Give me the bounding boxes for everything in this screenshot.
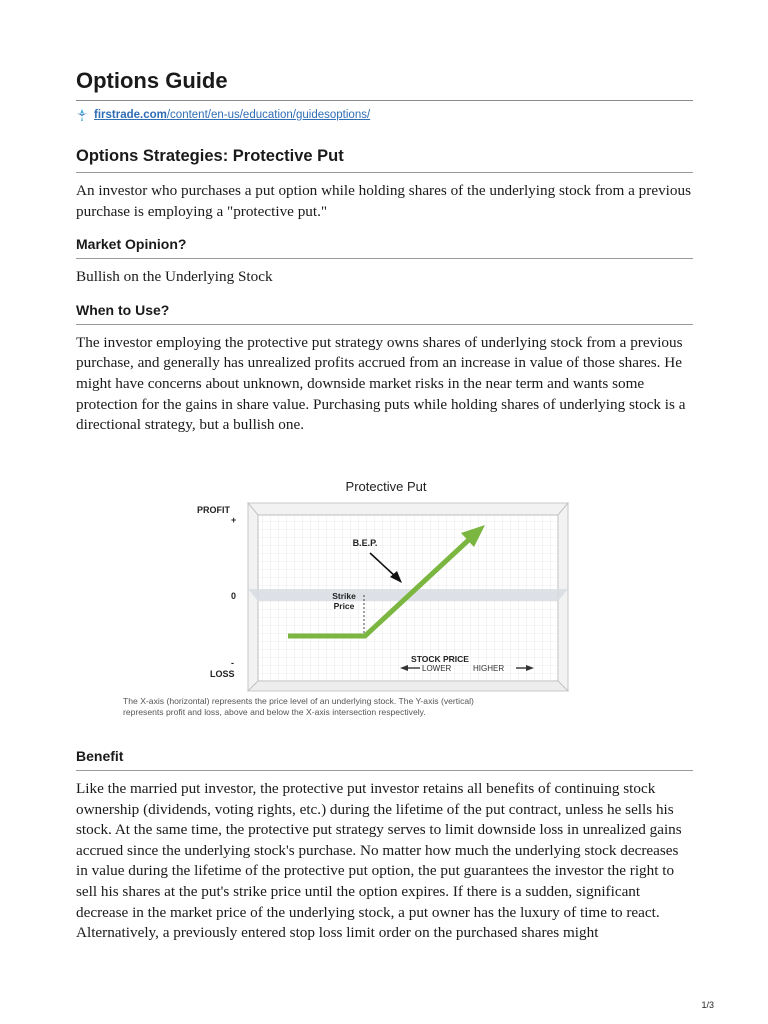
source-url-link[interactable]: [94, 109, 370, 121]
plus-label: +: [231, 515, 237, 525]
benefit-section: [76, 748, 693, 944]
page-title: Options Guide: [76, 0, 693, 101]
document-page: [76, 0, 693, 436]
benefit-text: Like the married put investor, the protective put investor retains all benefits of continuing stock ownership (dividends, voting rights, etc.) during the lifetime of the put contract, unless he sells his stock. At the same time, the protective put strategy serves to limit downside loss in unrealized gains accrued since the underlying stock's purchase. No matter how much the underlying stock decreases in value during the lifetime of the protective put option, the put guarantees the investor the right to sell his shares at the put's strike price until the option expires. If there is a sudden, significant decrease in the market price of the underlying stock, a put owner has the luxury of time to react. Alternatively, a previously entered stop loss limit order on the purchased shares might: [76, 780, 682, 942]
page-number: 1/3: [701, 1000, 714, 1010]
loss-label: LOSS: [210, 669, 235, 679]
benefit-heading: Benefit: [76, 748, 693, 771]
box-top-face: [248, 503, 568, 515]
firstrade-logo-icon: [75, 108, 89, 122]
lower-label: LOWER: [422, 664, 452, 673]
profit-label: PROFIT: [197, 505, 230, 515]
stock-price-label: STOCK PRICE: [411, 654, 469, 664]
when-to-use-text: The investor employing the protective put strategy owns shares of underlying stock from a previous purchase, and generally has unrealized profits accrued from an increase in value of those shares. He might have concerns about unknown, downside market risks in the near term and wants some protection for the gains in share value. Purchasing puts while holding shares of underlying stock is a directional strategy, but a bullish one.: [76, 333, 686, 434]
when-to-use-heading: When to Use?: [76, 302, 693, 325]
bep-label: B.E.P.: [352, 538, 378, 548]
url-domain: firstrade.com: [94, 109, 167, 121]
market-opinion-text: Bullish on the Underlying Stock: [76, 268, 273, 286]
intro-paragraph: An investor who purchases a put option while holding shares of the underlying stock from a previous purchase is employing a "protective put.": [76, 182, 691, 220]
strike-label-line2: Price: [333, 601, 355, 611]
figure-caption: The X-axis (horizontal) represents the price level of an underlying stock. The Y-axis (vertical) represents profit and loss, above and below the X-axis intersection respectively.: [123, 696, 474, 717]
minus-label: -: [231, 658, 234, 668]
higher-label: HIGHER: [473, 664, 505, 673]
section-title: Options Strategies: Protective Put: [76, 147, 693, 173]
market-opinion-heading: Market Opinion?: [76, 236, 693, 259]
figure-title: Protective Put: [345, 479, 427, 494]
box-bottom-face: [248, 681, 568, 691]
strike-label-line1: Strike: [332, 591, 356, 601]
zero-label: 0: [231, 591, 237, 601]
source-url-line: [76, 107, 693, 123]
url-path: /content/en-us/education/guidesoptions/: [166, 109, 371, 121]
